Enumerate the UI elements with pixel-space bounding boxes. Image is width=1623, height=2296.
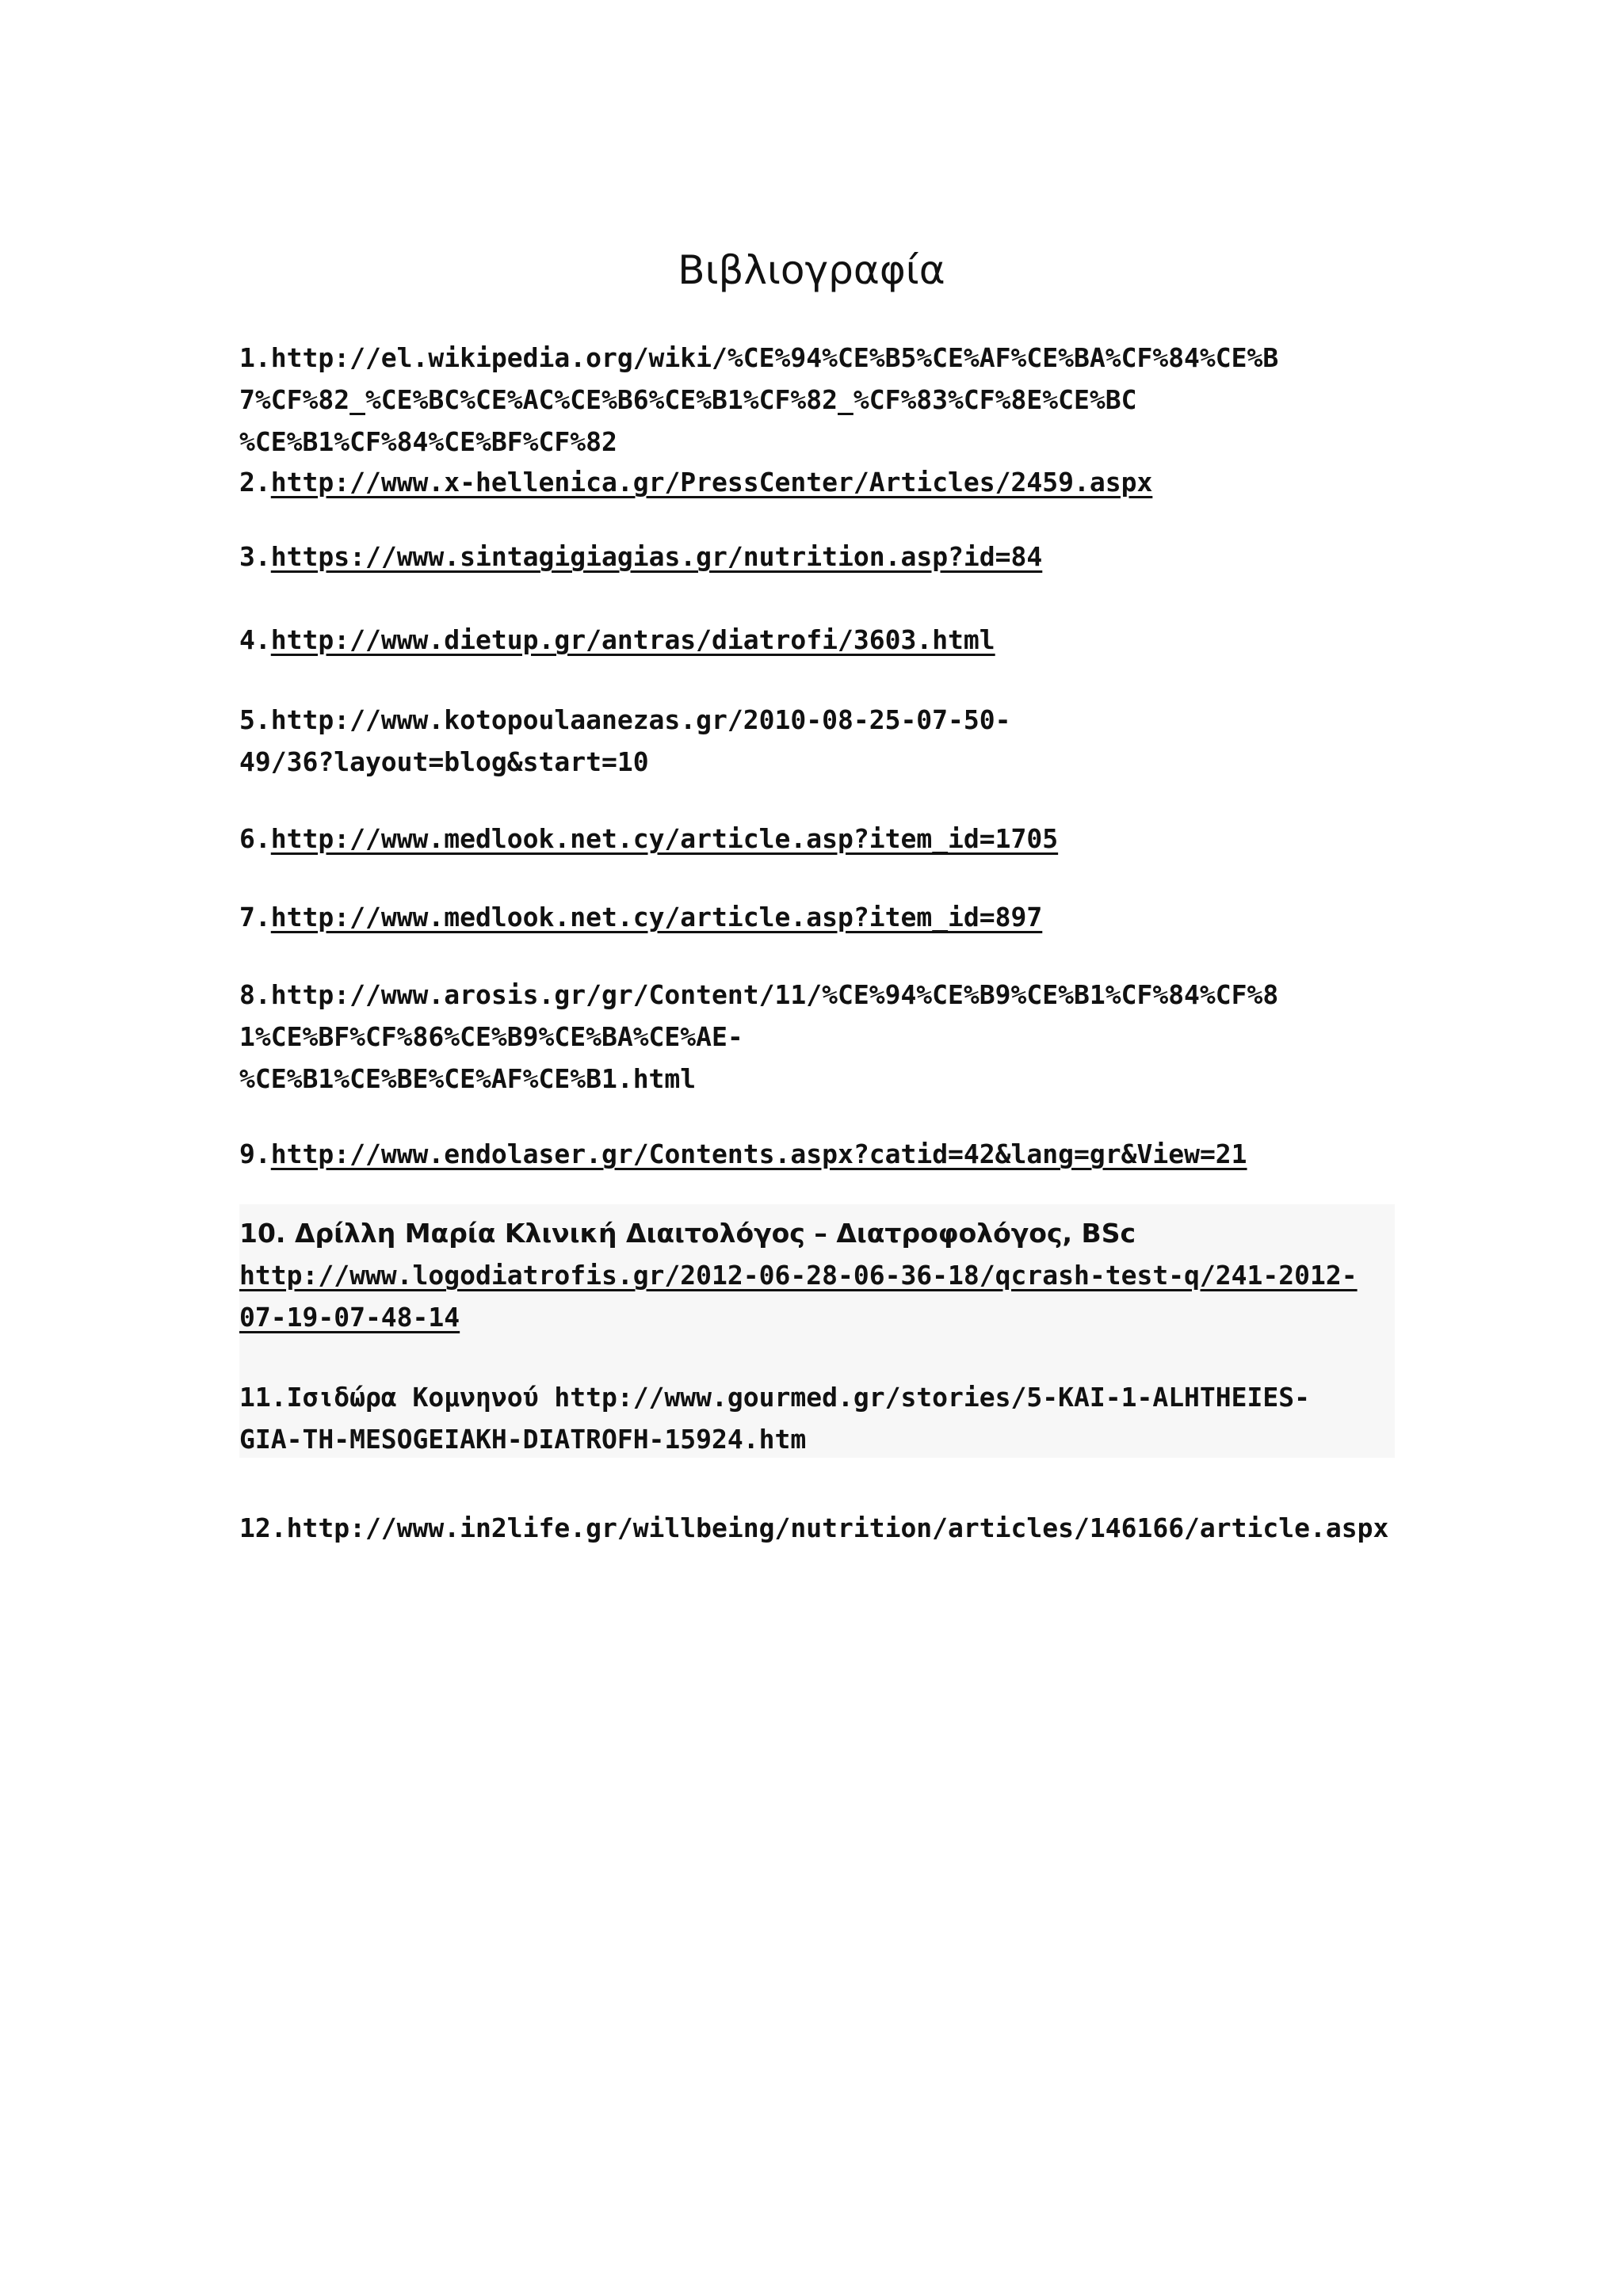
reference-5-line-1: 5.http://www.kotopoulaanezas.gr/2010-08-25-07-50- [239,704,1011,735]
reference-7 [239,896,1396,938]
reference-1-line-3: %CE%B1%CF%84%CE%BF%CF%82 [239,426,617,457]
reference-11-line-2: GIA-TH-MESOGEIAKH-DIATROFH-15924.htm [239,1424,807,1455]
reference-2-number: 2. [239,467,271,498]
reference-1-line-2: 7%CF%82_%CE%BC%CE%AC%CE%B6%CE%B1%CF%82_%CF%83%CF%8E%CE%BC [239,384,1137,415]
reference-4-link[interactable]: http://www.dietup.gr/antras/diatrofi/3603.html [270,624,995,655]
reference-3-number: 3. [239,541,271,572]
reference-9 [239,1133,1396,1175]
reference-10-author: 10. Δρίλλη Μαρία Κλινική Διαιτολόγος – Διατροφολόγος, BSc [239,1218,1136,1249]
reference-9-link[interactable]: http://www.endolaser.gr/Contents.aspx?catid=42&lang=gr&View=21 [270,1138,1247,1169]
reference-1-line-1: 1.http://el.wikipedia.org/wiki/%CE%94%CE%B5%CE%AF%CE%BA%CF%84%CE%B [239,342,1279,373]
reference-10-link-line-2[interactable]: 07-19-07-48-14 [239,1302,460,1333]
page-title: Βιβλιογραφία [678,247,945,293]
reference-5-line-2: 49/36?layout=blog&start=10 [239,746,649,777]
reference-8 [239,974,1396,1100]
reference-7-number: 7. [239,902,271,933]
reference-5 [239,699,1396,783]
reference-2 [239,461,1396,503]
reference-6-number: 6. [239,823,271,854]
reference-12 [239,1507,1396,1549]
reference-8-line-3: %CE%B1%CE%BE%CE%AF%CE%B1.html [239,1063,697,1094]
reference-10-link-line-1[interactable]: http://www.logodiatrofis.gr/2012-06-28-06-36-18/qcrash-test-q/241-2012- [239,1260,1358,1291]
reference-1 [239,337,1396,463]
reference-11 [239,1376,1396,1460]
reference-9-number: 9. [239,1138,271,1169]
reference-2-link[interactable]: http://www.x-hellenica.gr/PressCenter/Articles/2459.aspx [270,467,1153,498]
reference-6 [239,818,1396,860]
reference-8-line-1: 8.http://www.arosis.gr/gr/Content/11/%CE%94%CE%B9%CE%B1%CF%84%CF%8 [239,979,1279,1010]
reference-4 [239,619,1396,661]
reference-12-line-1: 12.http://www.in2life.gr/willbeing/nutrition/articles/146166/article.aspx [239,1512,1389,1543]
reference-11-line-1: 11.Ισιδώρα Κομνηνού http://www.gourmed.gr/stories/5-KAI-1-ALHTHEIES- [239,1382,1311,1413]
reference-3-link[interactable]: https://www.sintagigiagias.gr/nutrition.asp?id=84 [270,541,1043,572]
reference-7-link[interactable]: http://www.medlook.net.cy/article.asp?item_id=897 [270,902,1043,933]
reference-4-number: 4. [239,624,271,655]
reference-10 [239,1212,1396,1338]
reference-3 [239,536,1396,578]
reference-6-link[interactable]: http://www.medlook.net.cy/article.asp?item_id=1705 [270,823,1059,854]
reference-8-line-2: 1%CE%BF%CF%86%CE%B9%CE%BA%CE%AE- [239,1021,743,1052]
